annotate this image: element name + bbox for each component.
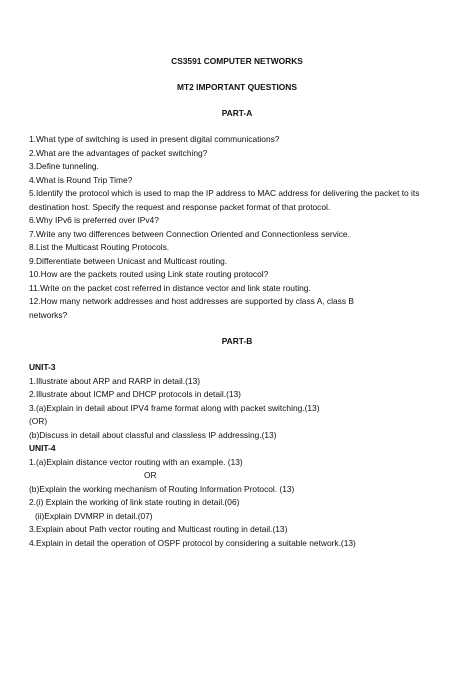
question-item: 1.What type of switching is used in present digital communications? bbox=[29, 134, 280, 144]
question-item: (b)Discuss in detail about classful and classless IP addressing.(13) bbox=[29, 429, 277, 440]
unit-3-heading: UNIT-3 bbox=[29, 362, 56, 372]
question-item: (b)Explain the working mechanism of Routing Information Protocol. (13) bbox=[29, 483, 295, 494]
part-a-questions bbox=[29, 133, 445, 322]
question-item: 4.Explain in detail the operation of OSPF protocol by considering a suitable network.(13) bbox=[29, 537, 356, 548]
question-item: 6.Why IPv6 is preferred over IPv4? bbox=[29, 215, 159, 225]
question-item: 3.Define tunneling. bbox=[29, 161, 99, 171]
question-item: 1.Illustrate about ARP and RARP in detail.(13) bbox=[29, 375, 201, 386]
question-item: 2.Illustrate about ICMP and DHCP protocols in detail.(13) bbox=[29, 389, 241, 399]
document-title: CS3591 COMPUTER NETWORKS bbox=[171, 56, 303, 66]
or-separator: (OR) bbox=[29, 416, 48, 426]
part-b-heading: PART-B bbox=[221, 336, 253, 346]
question-item: 2.What are the advantages of packet switching? bbox=[29, 147, 208, 158]
question-item: 9.Differentiate between Unicast and Multicast routing. bbox=[29, 255, 228, 266]
question-item: 11.Write on the packet cost referred in distance vector and link state routing. bbox=[29, 282, 311, 293]
question-item: 4.What is Round Trip Time? bbox=[29, 174, 133, 185]
or-separator: OR bbox=[144, 470, 157, 480]
question-item: 3.(a)Explain in detail about IPV4 frame format along with packet switching.(13) bbox=[29, 402, 320, 413]
part-a-heading: PART-A bbox=[221, 108, 253, 118]
question-item: 3.Explain about Path vector routing and Multicast routing in detail.(13) bbox=[29, 524, 288, 534]
question-item: 5.Identify the protocol which is used to map the IP address to MAC address for delivering the packet to its destination host. Specify the request and response packet format of that protocol. bbox=[29, 188, 420, 212]
question-item: 10.How are the packets routed using Link state routing protocol? bbox=[29, 269, 269, 279]
document-page bbox=[0, 55, 474, 687]
question-item: 8.List the Multicast Routing Protocols. bbox=[29, 242, 170, 252]
question-item: (ii)Explain DVMRP in detail.(07) bbox=[35, 510, 153, 521]
question-item: 1.(a)Explain distance vector routing with an example. (13) bbox=[29, 456, 243, 467]
question-item: 2.(i) Explain the working of link state routing in detail.(06) bbox=[29, 497, 240, 507]
question-item: 7.Write any two differences between Connection Oriented and Connectionless service. bbox=[29, 228, 350, 239]
question-item: 12.How many network addresses and host addresses are supported by class A, class B networks? bbox=[29, 296, 354, 320]
unit-4-heading: UNIT-4 bbox=[29, 443, 56, 453]
document-subtitle: MT2 IMPORTANT QUESTIONS bbox=[177, 82, 297, 92]
